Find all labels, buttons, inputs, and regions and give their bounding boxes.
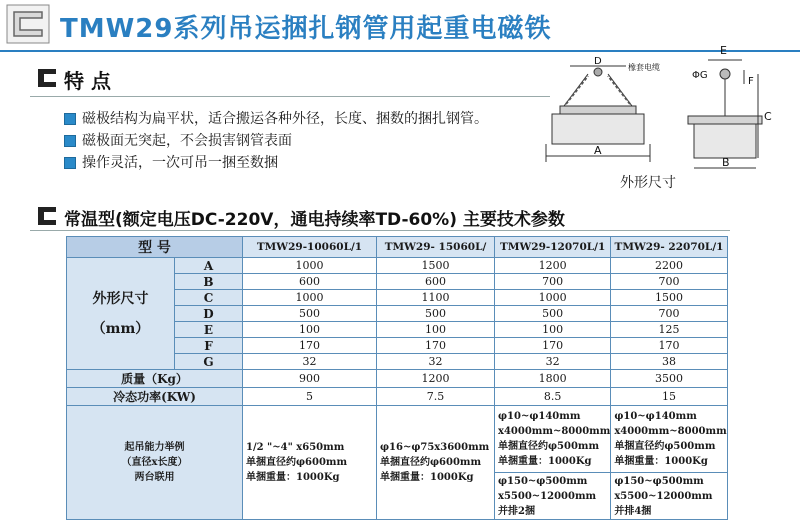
table-cell: 170 <box>611 338 727 354</box>
feature-item: 磁极结构为扁平状，适合搬运各种外径，长度、捆数的捆扎钢管。 <box>60 108 560 130</box>
model-header: TMW29- 22070L/1 <box>611 237 727 258</box>
table-header-row <box>67 237 728 258</box>
section-mark-icon <box>36 205 58 227</box>
table-cell: 1800 <box>495 370 611 388</box>
lift-cell: φ10~φ140mm x4000mm~8000mm 单捆直径约φ500mm 单捆重量：1000Kg <box>495 406 611 473</box>
features-title: 特 点 <box>64 69 111 93</box>
table-cell: 7.5 <box>377 388 495 406</box>
bullet-icon <box>64 113 76 125</box>
label-g: ΦG <box>692 70 708 81</box>
table-cell: 100 <box>495 322 611 338</box>
table-cell: 32 <box>243 354 377 370</box>
dim-unit: （mm） <box>91 320 150 337</box>
lift-note: 两台联用 <box>134 472 175 483</box>
model-header: TMW29-12070L/1 <box>495 237 611 258</box>
table-cell: 600 <box>243 274 377 290</box>
spec-title: 常温型(额定电压DC-220V，通电持续率TD-60%) 主要技术参数 <box>64 210 565 230</box>
dim-letter: G <box>175 354 243 370</box>
table-cell: 170 <box>243 338 377 354</box>
corner-logo-icon <box>6 4 50 44</box>
bullet-icon <box>64 157 76 169</box>
table-cell: 500 <box>243 306 377 322</box>
table-cell: 125 <box>611 322 727 338</box>
lift-cell: φ150~φ500mm x5500~12000mm 并排4捆 <box>611 473 727 520</box>
table-cell: 1100 <box>377 290 495 306</box>
spec-table <box>66 236 728 520</box>
diagram-caption: 外形尺寸 <box>620 175 676 191</box>
front-view-diagram <box>530 56 670 181</box>
table-cell: 38 <box>611 354 727 370</box>
lift-cell: 1/2 "~4" x650mm 单捆直径约φ600mm 单捆重量：1000Kg <box>243 406 377 520</box>
table-cell: 1200 <box>495 258 611 274</box>
table-cell: 15 <box>611 388 727 406</box>
feature-list <box>60 108 560 174</box>
label-c: C <box>764 110 772 123</box>
table-row <box>67 406 728 473</box>
table-cell: 500 <box>495 306 611 322</box>
feature-item: 操作灵活，一次可吊一捆至数捆 <box>60 152 560 174</box>
dim-label-cell <box>67 258 175 370</box>
table-cell: 1000 <box>495 290 611 306</box>
lift-label-cell <box>67 406 243 520</box>
table-cell: 1000 <box>243 290 377 306</box>
label-f: F <box>748 76 754 87</box>
table-cell: 600 <box>377 274 495 290</box>
lift-label: 起吊能力举例 <box>124 442 185 453</box>
table-row <box>67 388 728 406</box>
table-cell: 1200 <box>377 370 495 388</box>
table-cell: 100 <box>377 322 495 338</box>
table-cell: 2200 <box>611 258 727 274</box>
lift-cell: φ150~φ500mm x5500~12000mm 并排2捆 <box>495 473 611 520</box>
lift-cell: φ10~φ140mm x4000mm~8000mm 单捆直径约φ500mm 单捆重量：1000Kg <box>611 406 727 473</box>
label-a: A <box>594 144 602 157</box>
table-cell: 1000 <box>243 258 377 274</box>
power-label: 冷态功率(KW) <box>67 388 243 406</box>
mass-label: 质量（Kg） <box>67 370 243 388</box>
table-cell: 32 <box>377 354 495 370</box>
table-cell: 700 <box>611 274 727 290</box>
dim-letter: E <box>175 322 243 338</box>
table-cell: 700 <box>611 306 727 322</box>
model-header: TMW29-10060L/1 <box>243 237 377 258</box>
table-cell: 170 <box>495 338 611 354</box>
spec-divider <box>30 230 730 231</box>
features-divider <box>30 96 550 97</box>
dim-letter: A <box>175 258 243 274</box>
label-cable: 橡套电缆 <box>628 63 660 72</box>
model-header: TMW29- 15060L/ <box>377 237 495 258</box>
table-cell: 700 <box>495 274 611 290</box>
label-d: D <box>594 56 602 67</box>
bullet-icon <box>64 135 76 147</box>
section-mark-icon <box>36 67 58 89</box>
table-cell: 900 <box>243 370 377 388</box>
table-cell: 32 <box>495 354 611 370</box>
table-cell: 5 <box>243 388 377 406</box>
table-cell: 100 <box>243 322 377 338</box>
table-row <box>67 370 728 388</box>
dim-letter: B <box>175 274 243 290</box>
dim-letter: F <box>175 338 243 354</box>
table-cell: 8.5 <box>495 388 611 406</box>
dim-letter: C <box>175 290 243 306</box>
feature-item: 磁极面无突起，不会损害钢管表面 <box>60 130 560 152</box>
page-title: TMW29系列吊运捆扎钢管用起重电磁铁 <box>60 14 552 44</box>
dim-label: 外形尺寸 <box>92 290 149 307</box>
table-cell: 170 <box>377 338 495 354</box>
side-view-diagram <box>668 44 798 176</box>
table-cell: 1500 <box>377 258 495 274</box>
lift-sub-label: （直径x长度） <box>121 457 188 468</box>
table-row <box>67 258 728 274</box>
label-e: E <box>720 44 727 57</box>
table-cell: 3500 <box>611 370 727 388</box>
label-b: B <box>722 156 730 169</box>
table-cell: 1500 <box>611 290 727 306</box>
table-cell: 500 <box>377 306 495 322</box>
lift-cell: φ16~φ75x3600mm 单捆直径约φ600mm 单捆重量：1000Kg <box>377 406 495 520</box>
dim-letter: D <box>175 306 243 322</box>
model-label: 型 号 <box>67 237 243 258</box>
